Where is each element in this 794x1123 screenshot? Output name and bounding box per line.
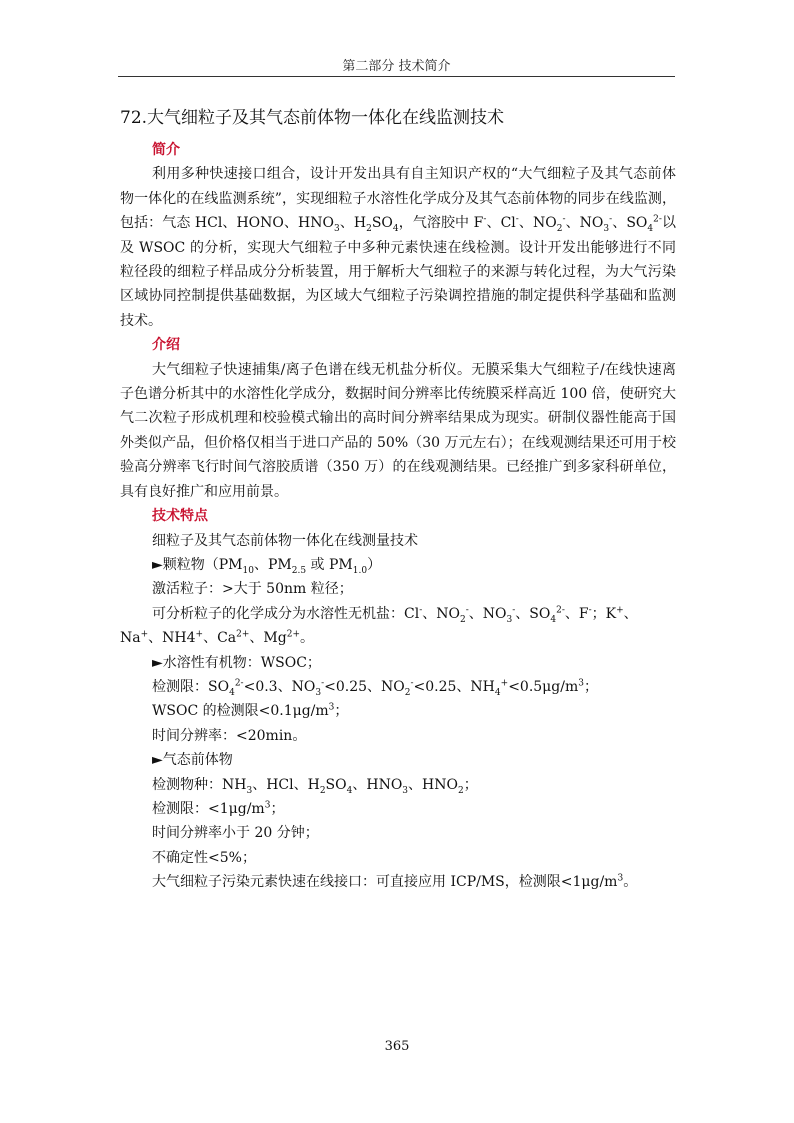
feature-line-9: ►气态前体物 (152, 752, 233, 769)
feature-line-1: 细粒子及其气态前体物一体化在线测量技术 (152, 532, 418, 549)
feature-line-12: 时间分辨率小于 20 分钟； (152, 825, 319, 842)
feature-line-11: 检测限：$<1\mu g/m^3$； (152, 800, 285, 817)
features-heading: 技术特点 (152, 508, 208, 525)
feature-line-5: ►水溶性有机物：WSOC； (152, 654, 321, 671)
page-number: 365 (384, 1039, 410, 1054)
document-body (120, 138, 676, 895)
page-header: 第二部分 技术简介 (342, 59, 451, 74)
feature-line-8: 时间分辨率：<20min。 (152, 727, 307, 744)
feature-line-3: 激活粒子：>大于 50nm 粒径； (152, 581, 353, 598)
header-rule (118, 76, 675, 77)
section-title: 72.大气细粒子及其气态前体物一体化在线监测技术 (120, 108, 505, 128)
feature-line-10: 检测物种：$NH_3$、HCl、$H_2SO_4$、$HNO_3$、$HNO_2$； (152, 776, 478, 796)
intro-paragraph: 利用多种快速接口组合，设计开发出具有自主知识产权的“大气细粒子及其气态前体物一体化的在线监测系统”，实现细粒子水溶性化学成分及其气态前体物的同步在线监测，包括：气态 HCl、HONO、$HNO_3$、$H_2SO_4$，气溶胶中 F-、Cl-、$NO_2^-$、$NO_3^-$、$SO_4^{2-}$以及 WSOC 的分析，实现大气细粒子中多种元素快速在线检测。设计开发出能够进行不同粒径段的细粒子样品成分分析装置，用于解析大气细粒子的来源与转化过程，为大气污染区域协同控制提供基础数据，为区域大气细粒子污染调控措施的制定提供科学基础和监测技术。 (120, 166, 677, 329)
feature-line-7: WSOC 的检测限$<0.1\mu g/m^3$； (152, 702, 349, 720)
feature-line-2: ►颗粒物（$PM_{10}$、$PM_{2.5}$ 或 $PM_{1.0}$） (152, 556, 382, 576)
desc-paragraph: 大气细粒子快速捕集/离子色谱在线无机盐分析仪。无膜采集大气细粒子/在线快速离子色谱分析其中的水溶性化学成分，数据时间分辨率比传统膜采样高近 100 倍，使研究大气二次粒子形成机理和校验模式输出的高时间分辨率结果成为现实。研制仪器性能高于国外类似产品，但价格仅相当于进口产品的 50%（30 万元左右）；在线观测结果还可用于校验高分辨率飞行时间气溶胶质谱（350 万）的在线观测结果。已经推广到多家科研单位，具有良好推广和应用前景。 (120, 361, 676, 500)
feature-line-13: 不确定性<5%； (152, 849, 256, 866)
feature-line-4: 可分析粒子的化学成分为水溶性无机盐：Cl-、$NO_2^-$、$NO_3^-$、$SO_4^{2-}$、F-；K+、Na+、NH4+、$Ca^{2+}$、$Mg^{2+}$。 (120, 605, 638, 647)
intro-heading: 简介 (152, 142, 180, 158)
feature-line-14: 大气细粒子污染元素快速在线接口：可直接应用 ICP/MS，检测限$<1\mu g/m^3$。 (152, 873, 638, 891)
desc-heading: 介绍 (152, 337, 180, 354)
feature-line-6: 检测限：$SO_4^{2-}<0.3$、$NO_3^-<0.25$、$NO_2^-<0.25$、$NH_4^+<0.5\mu g/m^3$； (152, 678, 598, 698)
